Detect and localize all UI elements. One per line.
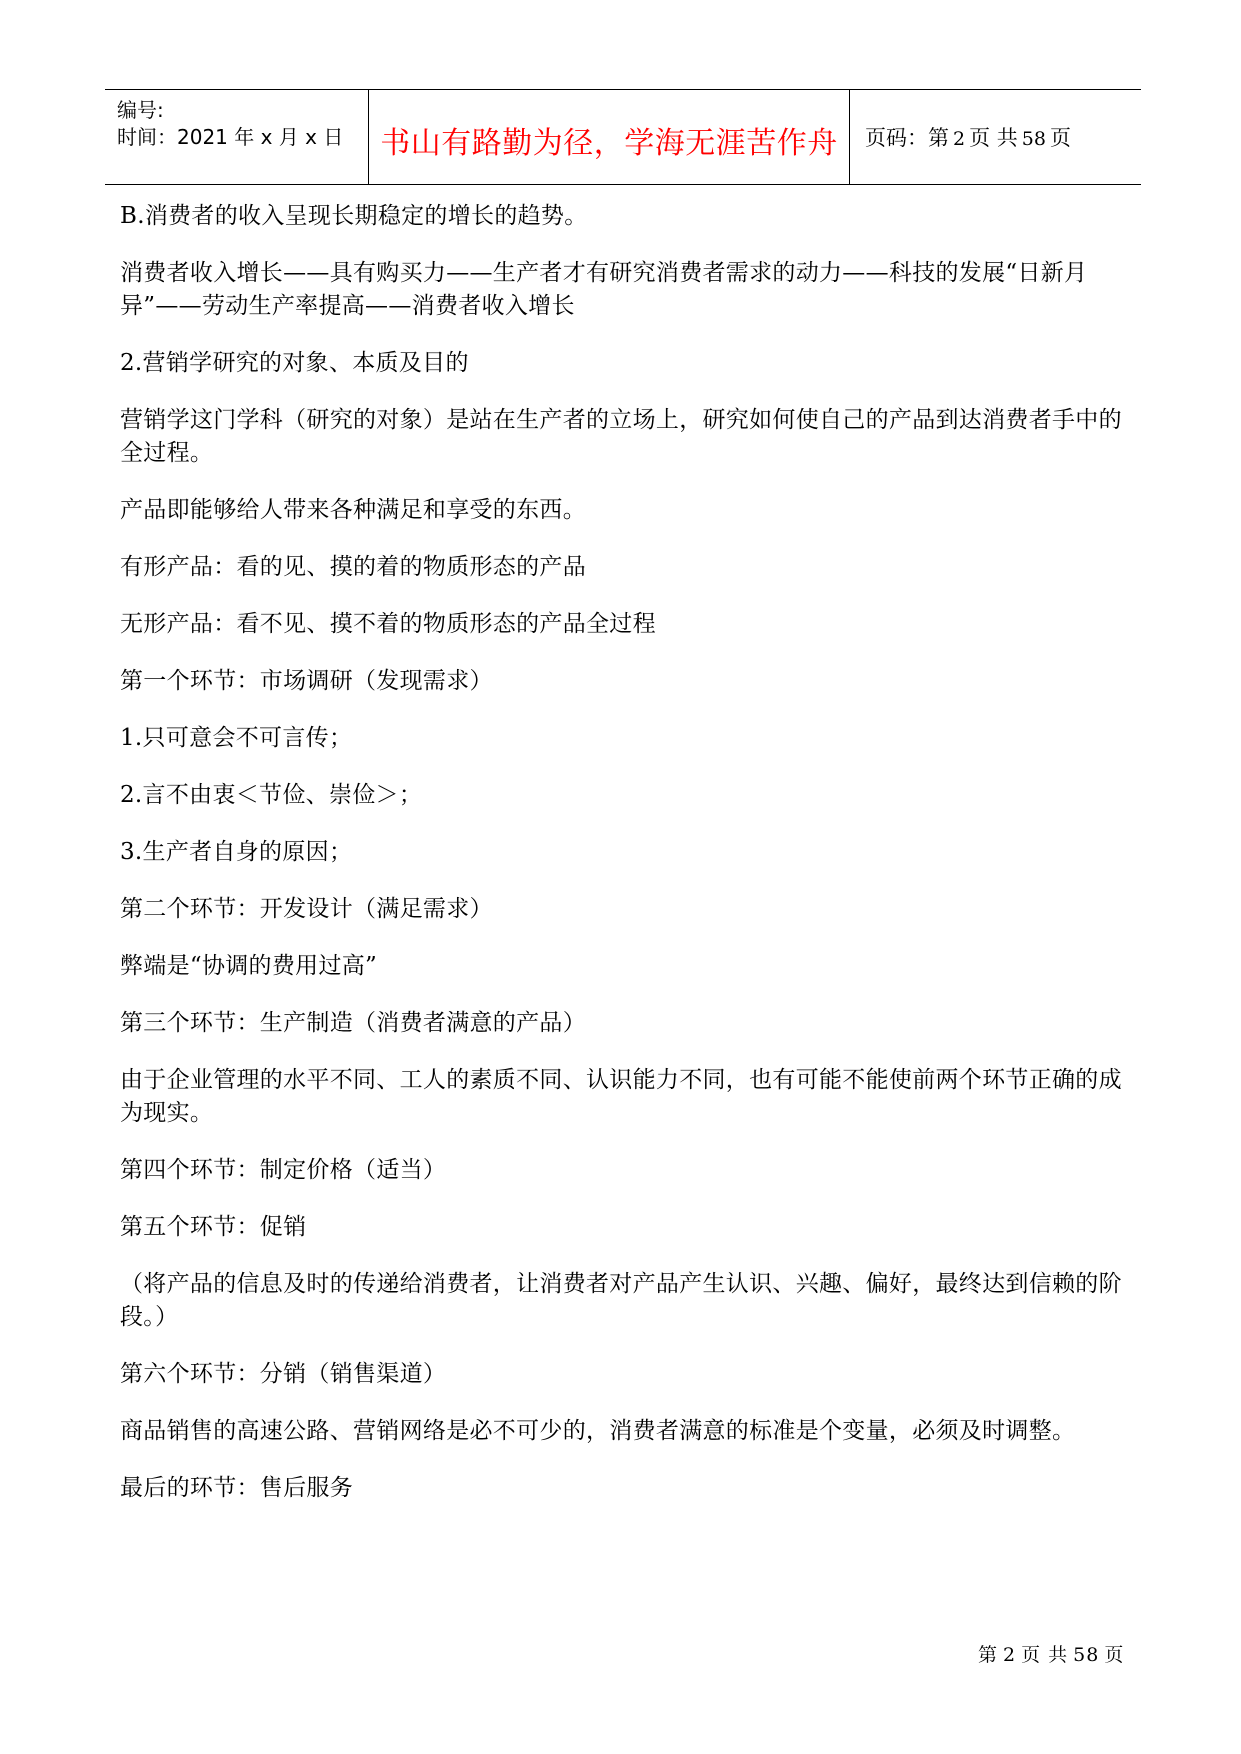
paragraph: 第一个环节：市场调研（发现需求） bbox=[120, 668, 493, 694]
document-body bbox=[120, 200, 1130, 1529]
paragraph: 有形产品：看的见、摸的着的物质形态的产品 bbox=[120, 554, 586, 580]
page-footer bbox=[978, 1640, 1129, 1667]
paragraph: 最后的环节：售后服务 bbox=[120, 1475, 353, 1501]
footer-total: 58 bbox=[1073, 1644, 1100, 1666]
paragraph: 商品销售的高速公路、营销网络是必不可少的，消费者满意的标准是个变量，必须及时调整。 bbox=[120, 1418, 1076, 1444]
header-page-number bbox=[865, 122, 1071, 152]
footer-current: 2 bbox=[1003, 1644, 1017, 1666]
page-prefix: 页码：第 bbox=[865, 126, 949, 150]
footer-suffix: 页 bbox=[1104, 1644, 1125, 1666]
paragraph: 第三个环节：生产制造（消费者满意的产品） bbox=[120, 1010, 586, 1036]
page-header bbox=[105, 89, 1141, 185]
header-page-cell bbox=[851, 90, 1141, 184]
header-motto-cell bbox=[369, 90, 850, 184]
header-info-cell bbox=[105, 90, 369, 184]
paragraph: 第二个环节：开发设计（满足需求） bbox=[120, 896, 493, 922]
footer-mid: 页 共 bbox=[1021, 1644, 1069, 1666]
paragraph: 消费者收入增长——具有购买力——生产者才有研究消费者需求的动力——科技的发展“日新月异”——劳动生产率提高——消费者收入增长 bbox=[120, 260, 1088, 319]
paragraph: 产品即能够给人带来各种满足和享受的东西。 bbox=[120, 497, 586, 523]
paragraph: 由于企业管理的水平不同、工人的素质不同、认识能力不同，也有可能不能使前两个环节正确的成为现实。 bbox=[120, 1067, 1122, 1126]
paragraph: 2.营销学研究的对象、本质及目的 bbox=[120, 350, 469, 376]
footer-prefix: 第 bbox=[978, 1644, 999, 1666]
page-mid: 页 共 bbox=[969, 126, 1018, 150]
paragraph: 3.生产者自身的原因； bbox=[120, 839, 353, 865]
paragraph: 弊端是“协调的费用过高” bbox=[120, 953, 378, 979]
paragraph: 无形产品：看不见、摸不着的物质形态的产品全过程 bbox=[120, 611, 656, 637]
paragraph: 2.言不由衷＜节俭、崇俭＞； bbox=[120, 782, 423, 808]
page-suffix: 页 bbox=[1049, 126, 1071, 150]
paragraph: 第四个环节：制定价格（适当） bbox=[120, 1157, 447, 1183]
page-current: 2 bbox=[953, 128, 966, 150]
paragraph: 第六个环节：分销（销售渠道） bbox=[120, 1361, 447, 1387]
paragraph: 营销学这门学科（研究的对象）是站在生产者的立场上，研究如何使自己的产品到达消费者手中的全过程。 bbox=[120, 407, 1122, 466]
page-total: 58 bbox=[1021, 128, 1046, 150]
document-number-label: 编号: bbox=[117, 98, 164, 122]
paragraph: 1.只可意会不可言传； bbox=[120, 725, 353, 751]
paragraph: （将产品的信息及时的传递给消费者，让消费者对产品产生认识、兴趣、偏好，最终达到信赖的阶段。） bbox=[120, 1271, 1122, 1330]
paragraph: 第五个环节：促销 bbox=[120, 1214, 307, 1240]
document-time-label: 时间：2021 年 x 月 x 日 bbox=[117, 125, 344, 149]
header-motto: 书山有路勤为径，学海无涯苦作舟 bbox=[380, 126, 838, 161]
paragraph: B.消费者的收入呈现长期稳定的增长的趋势。 bbox=[120, 203, 588, 229]
